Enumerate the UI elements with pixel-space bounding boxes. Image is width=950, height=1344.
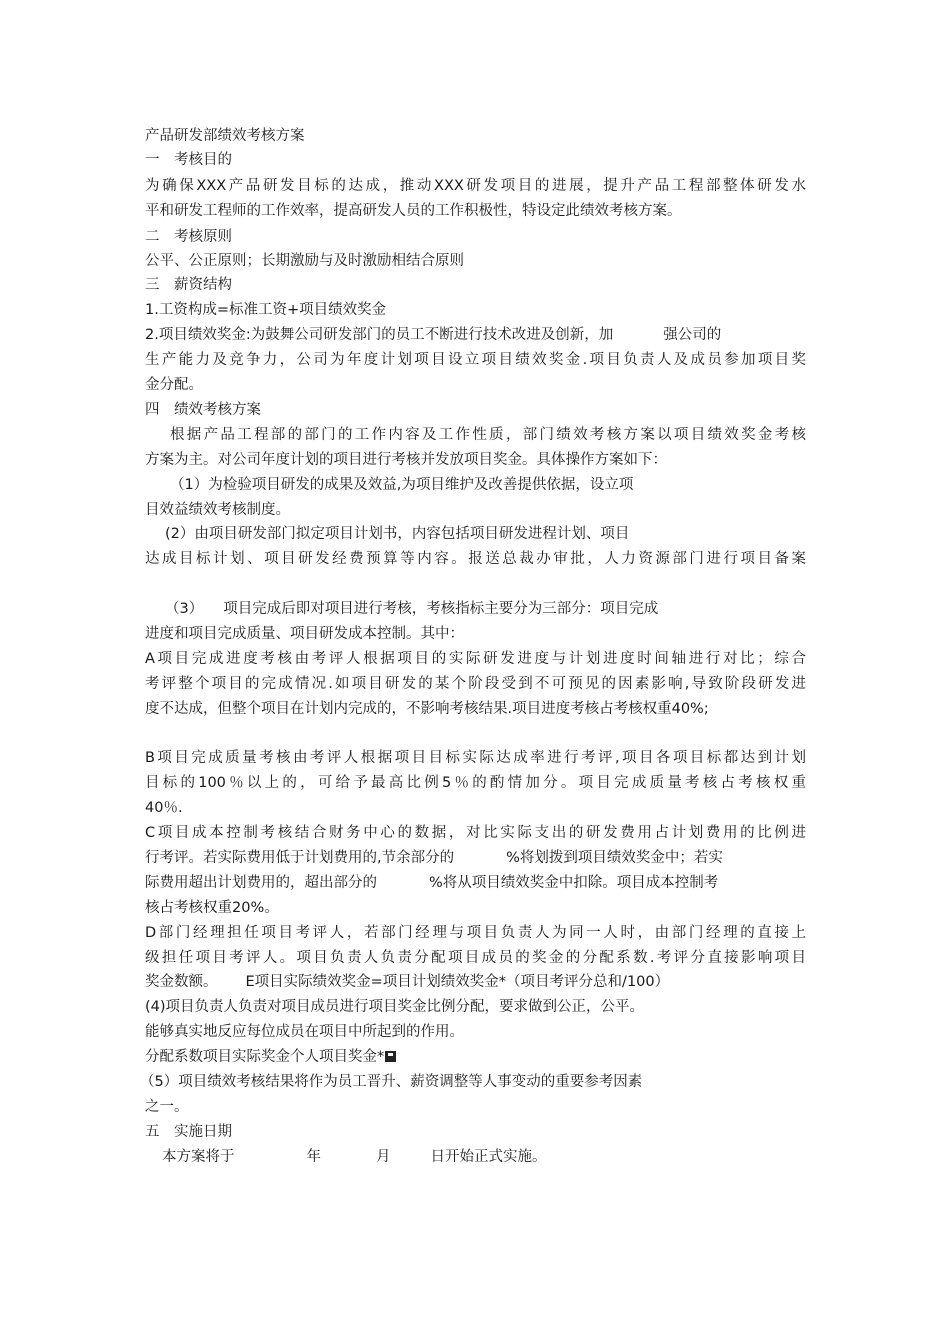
paragraph-line: 1.工资构成=标准工资+项目绩效奖金: [145, 302, 387, 318]
paragraph-line: 根据产品工程部的部门的工作内容及工作性质，部门绩效考核方案以项目绩效奖金考核: [170, 427, 806, 443]
paragraph-line: [165, 597, 658, 621]
paragraph-line: （5）项目绩效考核结果将作为员工晋升、薪资调整等人事变动的重要参考因素: [140, 1074, 643, 1090]
paragraph-line: 之一。: [145, 1099, 189, 1115]
paragraph-line: 核占考核权重20%。: [145, 900, 279, 916]
paragraph-line: 平和研发工程师的工作效率，提高研发人员的工作积极性，特设定此绩效考核方案。: [145, 203, 682, 219]
paragraph-line: 达成目标计划、项目研发经费预算等内容。报送总裁办审批，人力资源部门进行项目备案: [145, 551, 806, 567]
text-segment: %将划拨到项目绩效奖金中；若实: [506, 850, 723, 866]
section-heading-2: 二 考核原则: [145, 229, 232, 245]
paragraph-line: 金分配。: [145, 377, 203, 393]
text-segment: 强公司的: [663, 327, 722, 343]
paragraph-line: 方案为主。对公司年度计划的项目进行考核并发放项目奖金。具体操作方案如下：: [145, 452, 667, 468]
paragraph-line: C项目成本控制考核结合财务中心的数据，对比实际支出的研发费用占计划费用的比例进: [145, 825, 806, 841]
text-segment: 本方案将于: [162, 1149, 235, 1165]
paragraph-line: 生产能力及竞争力，公司为年度计划项目设立项目绩效奖金.项目负责人及成员参加项目奖: [145, 352, 806, 368]
paragraph-line: 为确保XXX产品研发目标的达成，推动XXX研发项目的进展，提升产品工程部整体研发水: [145, 178, 806, 194]
paragraph-line: [145, 1045, 396, 1069]
paragraph-line: A项目完成进度考核由考评人根据项目的实际研发进度与计划进度时间轴进行对比；综合: [145, 651, 806, 667]
paragraph-line: 目标的100％以上的，可给予最高比例5％的酌情加分。项目完成质量考核占考核权重: [145, 775, 806, 791]
text-segment: 月: [376, 1149, 391, 1165]
paragraph-line: [162, 1145, 547, 1169]
text-segment: （3）: [165, 601, 204, 617]
formula-text: E项目实际绩效奖金=项目计划绩效奖金*（项目考评分总和/100）: [245, 974, 670, 990]
paragraph-line: D部门经理担任项目考评人，若部门经理与项目负责人为同一人时，由部门经理的直接上: [145, 925, 806, 941]
section-heading-5: 五 实施日期: [145, 1124, 232, 1140]
document-title: 产品研发部绩效考核方案: [145, 128, 305, 144]
paragraph-line: 公平、公正原则；长期激励与及时激励相结合原则: [145, 253, 464, 269]
text-segment: 日开始正式实施。: [430, 1149, 547, 1165]
paragraph-line: [145, 323, 721, 347]
section-heading-3: 三 薪资结构: [145, 277, 232, 293]
paragraph-line: B项目完成质量考核由考评人根据项目目标实际达成率进行考评,项目各项目标都达到计划: [145, 750, 806, 766]
section-heading-4: 四 绩效考核方案: [145, 402, 261, 418]
paragraph-line: 目效益绩效考核制度。: [145, 502, 290, 518]
paragraph-line: 级担任项目考评人。项目负责人负责分配项目成员的奖金的分配系数.考评分直接影响项目: [145, 950, 806, 966]
paragraph-line: 40％.: [145, 800, 183, 816]
text-segment: 项目完成后即对项目进行考核，考核指标主要分为三部分：项目完成: [223, 601, 659, 617]
paragraph-line: 进度和项目完成质量、项目研发成本控制。其中：: [145, 626, 464, 642]
text-segment: %将从项目绩效奖金中扣除。项目成本控制考: [429, 875, 719, 891]
text-segment: 2.项目绩效奖金:为鼓舞公司研发部门的员工不断进行技术改进及创新，加: [145, 327, 614, 343]
section-heading-1: 一 考核目的: [145, 152, 232, 168]
text-segment: 年: [306, 1149, 321, 1165]
paragraph-line: 考评整个项目的完成情况.如项目研发的某个阶段受到不可预见的因素影响,导致阶段研发进: [145, 676, 806, 692]
paragraph-line: (4)项目负责人负责对项目成员进行项目奖金比例分配，要求做到公正，公平。: [145, 999, 645, 1015]
paragraph-line: [145, 846, 723, 870]
text-segment: 行考评。若实际费用低于计划费用的,节余部分的: [145, 850, 455, 866]
text-segment: 分配系数项目实际奖金个人项目奖金*: [145, 1049, 385, 1065]
paragraph-line: [145, 970, 669, 994]
paragraph-line: （1）为检验项目研发的成果及效益,为项目维护及改善提供依据，设立项: [170, 477, 634, 493]
paragraph-line: 能够真实地反应每位成员在项目中所起到的作用。: [145, 1024, 464, 1040]
placeholder-glyph-icon: [385, 1051, 396, 1062]
paragraph-line: 度不达成，但整个项目在计划内完成的，不影响考核结果.项目进度考核占考核权重40%;: [145, 701, 709, 717]
text-segment: 际费用超出计划费用的，超出部分的: [145, 875, 377, 891]
text-segment: 奖金数额。: [145, 974, 218, 990]
paragraph-line: [145, 871, 718, 895]
paragraph-line: (2）由项目研发部门拟定项目计划书，内容包括项目研发进程计划、项目: [165, 526, 630, 542]
